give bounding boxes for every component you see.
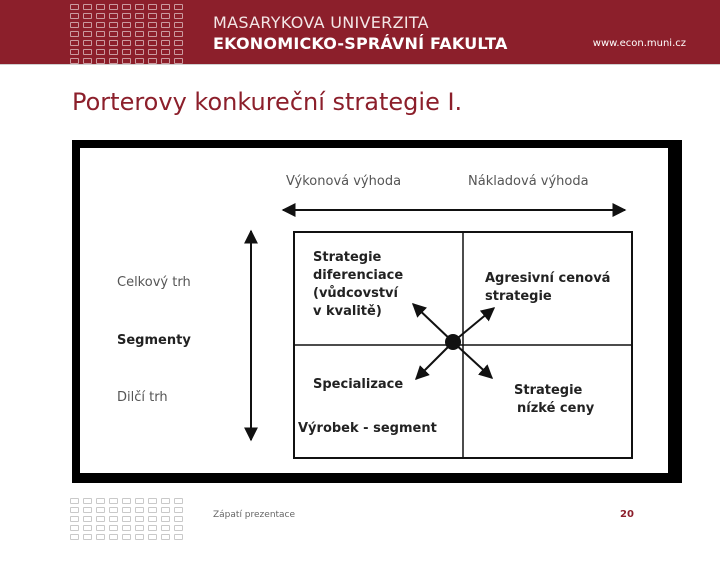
- header-band: [0, 0, 720, 64]
- arrow-to-specialization: [416, 342, 453, 379]
- label-partial-market: Dilčí trh: [117, 390, 168, 405]
- page-number: 20: [620, 509, 634, 520]
- cell-aggressive-price-line-1: Agresivní cenová: [485, 271, 611, 286]
- faculty-name: EKONOMICKO-SPRÁVNÍ FAKULTA: [213, 34, 508, 53]
- cell-differentiation-line-1: Strategie: [313, 250, 382, 265]
- strategy-diagram-canvas: [80, 148, 668, 473]
- arrow-to-differentiation: [413, 304, 453, 342]
- label-total-market: Celkový trh: [117, 275, 191, 290]
- cell-low-price-line-2: nízké ceny: [517, 401, 595, 416]
- footer-text: Zápatí prezentace: [213, 510, 296, 520]
- slide-title: Porterovy konkureční strategie I.: [72, 88, 463, 116]
- cell-low-price-line-1: Strategie: [514, 383, 583, 398]
- label-performance-advantage: Výkonová výhoda: [286, 174, 402, 189]
- cell-differentiation-line-3: (vůdcovství: [313, 286, 398, 301]
- university-name: MASARYKOVA UNIVERZITA: [213, 13, 429, 32]
- arrow-to-aggressive-price: [453, 308, 494, 342]
- cell-specialization: Specializace: [313, 377, 404, 392]
- website-link[interactable]: www.econ.muni.cz: [592, 38, 686, 49]
- label-cost-advantage: Nákladová výhoda: [468, 174, 589, 189]
- cell-aggressive-price-line-2: strategie: [485, 289, 552, 304]
- cell-product-segment: Výrobek - segment: [298, 421, 437, 436]
- cell-differentiation-line-2: diferenciace: [313, 268, 404, 283]
- university-logo-pattern: [70, 2, 184, 78]
- strategy-diagram-frame: [72, 140, 682, 483]
- header-divider: [0, 64, 720, 65]
- label-segments: Segmenty: [117, 333, 191, 348]
- footer-logo-pattern: [70, 496, 184, 572]
- cell-differentiation-line-4: v kvalitě): [313, 304, 382, 319]
- strategy-diagram: [80, 148, 668, 473]
- arrow-to-low-price: [453, 342, 492, 378]
